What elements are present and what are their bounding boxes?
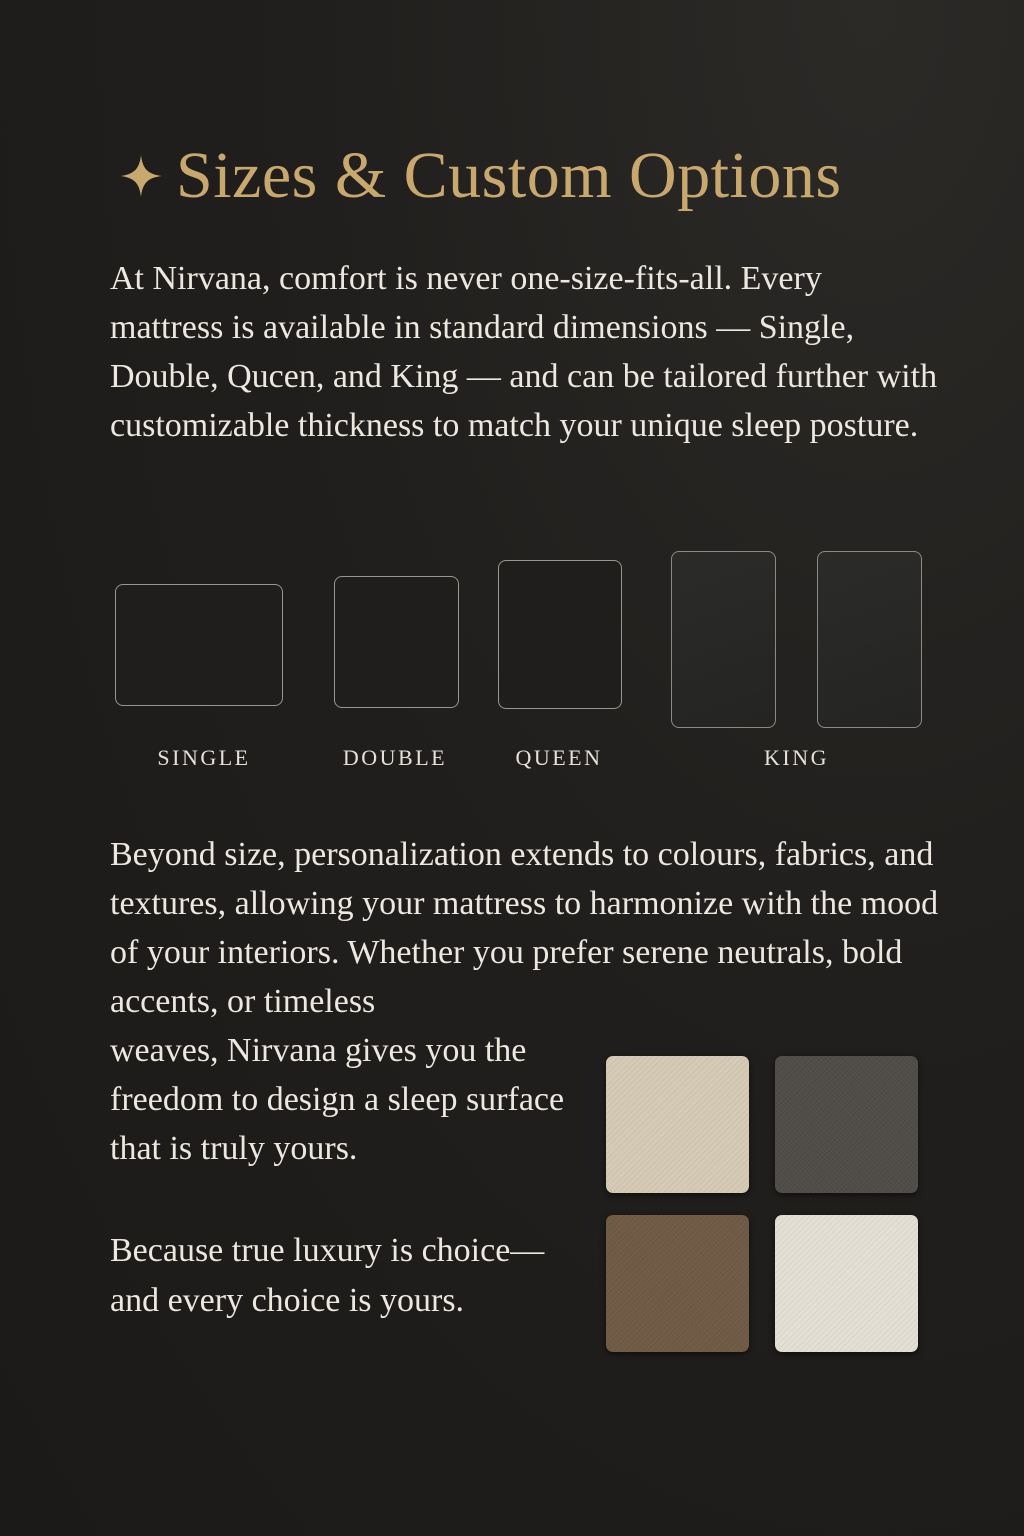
fabric-swatch-brown[interactable] [606, 1215, 749, 1352]
size-label-single: SINGLE [157, 745, 251, 770]
size-label-queen: QUEEN [515, 745, 603, 770]
personalization-paragraph-continued: weaves, Nirvana gives you the freedom to design a sleep surface that is truly yours. [110, 1032, 565, 1167]
size-label-double: DOUBLE [342, 745, 448, 770]
title-row [118, 138, 842, 214]
personalization-paragraph: Beyond size, personalization extends to colours, fabrics, and textures, allowing your mattress to harmonize with the mood of your interiors. Whether you prefer serene neutrals, bold accents, or timeless [110, 836, 939, 1020]
double-size-outline[interactable] [334, 576, 459, 708]
closing-statement: Because true luxury is choice— and every choice is yours. [110, 1232, 545, 1319]
fabric-swatch-ivory[interactable] [775, 1215, 918, 1352]
single-size-outline[interactable] [115, 584, 283, 706]
queen-size-outline[interactable] [498, 560, 622, 709]
sparkle-icon [118, 153, 164, 199]
king-size-outline-right[interactable] [817, 551, 922, 728]
size-label-king: KING [764, 745, 829, 770]
fabric-swatch-beige[interactable] [606, 1056, 749, 1193]
page-title: Sizes & Custom Options [176, 139, 842, 212]
intro-paragraph: At Nirvana, comfort is never one-size-fits-all. Every mattress is available in standard dimensions — Single, Double, Qucen, and King — and can be tailored further with customizable thickness to match your unique sleep posture. [110, 260, 938, 444]
fabric-swatch-charcoal[interactable] [775, 1056, 918, 1193]
king-size-outline-left[interactable] [671, 551, 776, 728]
